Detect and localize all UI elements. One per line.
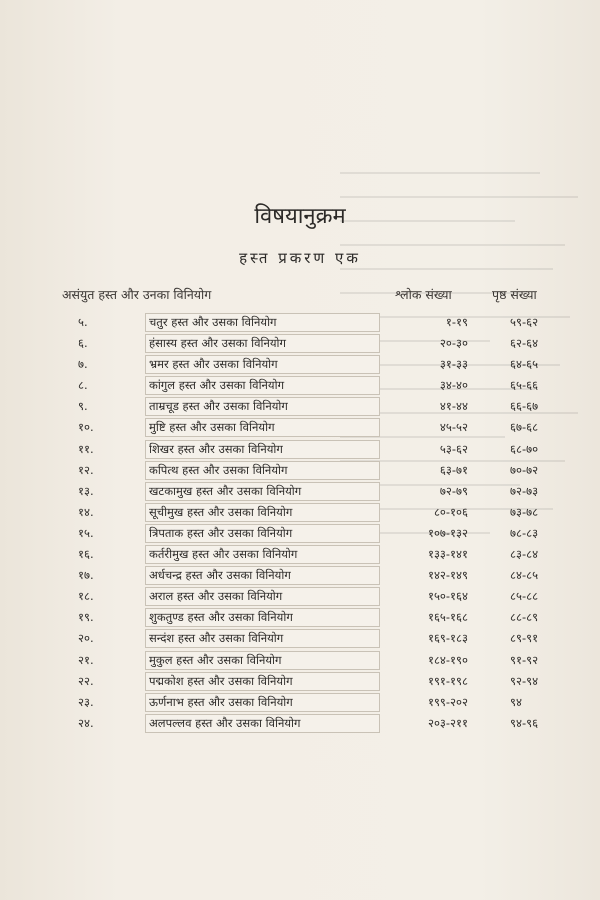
toc-row-page-range: ६६-६७ [510, 399, 539, 414]
toc-row-title: सूचीमुख हस्त और उसका विनियोग [145, 503, 380, 522]
section-subtitle: हस्त प्रकरण एक [239, 249, 361, 267]
toc-row-number: १२. [78, 462, 94, 477]
toc-row [0, 716, 600, 737]
toc-row [0, 653, 600, 674]
toc-row-number: १३. [78, 483, 94, 498]
toc-row-verse-range: २०३-२११ [427, 715, 468, 730]
toc-row-title: अलपल्लव हस्त और उसका विनियोग [145, 714, 380, 733]
toc-row [0, 568, 600, 589]
toc-row [0, 610, 600, 631]
toc-row-page-range: ८८-८९ [510, 610, 539, 625]
column-header-page: पृष्ठ संख्या [492, 287, 537, 302]
toc-row-verse-range: ७२-७९ [439, 483, 468, 498]
toc-row-number: ५. [78, 315, 88, 329]
toc-row-page-range: ८९-९१ [510, 631, 539, 646]
toc-row-number: २०. [78, 631, 94, 646]
toc-row [0, 378, 600, 399]
toc-row-verse-range: ५३-६२ [439, 441, 468, 456]
toc-row [0, 357, 600, 378]
toc-row-number: ७. [78, 357, 88, 372]
toc-row-number: १९. [78, 610, 94, 625]
toc-row-page-range: ७८-८३ [510, 525, 539, 540]
toc-row-title: अराल हस्त और उसका विनियोग [145, 587, 380, 606]
toc-row-page-range: ९२-९४ [510, 673, 539, 688]
toc-row [0, 631, 600, 652]
toc-row-title: ताम्रचूड हस्त और उसका विनियोग [145, 397, 380, 416]
toc-row-title: मुष्टि हस्त और उसका विनियोग [145, 418, 380, 437]
toc-row-verse-range: १६९-१८३ [427, 631, 468, 646]
toc-row-title: कर्तरीमुख हस्त और उसका विनियोग [145, 545, 380, 564]
toc-row-title: मुकुल हस्त और उसका विनियोग [145, 651, 380, 670]
toc-row-verse-range: १०७-१३२ [427, 525, 468, 540]
toc-row-verse-range: १४२-१४९ [427, 568, 468, 583]
toc-row-verse-range: १९९-२०२ [427, 694, 468, 709]
toc-row-number: २४. [78, 715, 94, 730]
toc-row-title: सन्दंश हस्त और उसका विनियोग [145, 629, 380, 648]
toc-row-verse-range: ४५-५२ [439, 420, 468, 435]
toc-row-title: हंसास्य हस्त और उसका विनियोग [145, 334, 380, 353]
toc-row-number: १६. [78, 547, 94, 562]
toc-row [0, 695, 600, 716]
toc-row-verse-range: ४१-४४ [439, 399, 468, 414]
toc-row-title: ऊर्णनाभ हस्त और उसका विनियोग [145, 693, 380, 712]
toc-row-title: चतुर हस्त और उसका विनियोग [145, 313, 380, 332]
toc-row-number: १४. [78, 504, 94, 519]
toc-row-title: त्रिपताक हस्त और उसका विनियोग [145, 524, 380, 543]
toc-row-page-range: ९४-९६ [510, 715, 539, 730]
toc-row-verse-range: १-१९ [445, 315, 468, 329]
toc-row-number: १०. [78, 420, 94, 435]
toc-row-page-range: ६५-६६ [510, 378, 539, 393]
toc-row [0, 526, 600, 547]
column-header-verse: श्लोक संख्या [395, 287, 452, 302]
column-header-topic: असंयुत हस्त और उनका विनियोग [62, 287, 212, 302]
toc-row-number: १८. [78, 589, 94, 604]
toc-row-page-range: ८४-८५ [510, 568, 539, 583]
toc-row-verse-range: १३३-१४१ [427, 547, 468, 562]
toc-row-verse-range: ३४-४० [439, 378, 468, 393]
toc-row-verse-range: ६३-७१ [439, 462, 468, 477]
toc-row [0, 315, 600, 336]
toc-row-number: १५. [78, 525, 94, 540]
toc-row-title: कांगुल हस्त और उसका विनियोग [145, 376, 380, 395]
toc-row-verse-range: १५०-१६४ [427, 589, 468, 604]
toc-row-number: ६. [78, 336, 88, 351]
toc-row-number: २३. [78, 694, 94, 709]
toc-row [0, 463, 600, 484]
toc-row-page-range: ९४ [510, 694, 522, 709]
toc-row [0, 442, 600, 463]
toc-row-page-range: ९१-९२ [510, 652, 539, 667]
toc-row-verse-range: १६५-१६८ [427, 610, 468, 625]
page-title: विषयानुक्रम [254, 204, 346, 229]
toc-list [0, 315, 600, 737]
toc-row-title: अर्धचन्द्र हस्त और उसका विनियोग [145, 566, 380, 585]
toc-row-page-range: ७०-७२ [510, 462, 539, 477]
toc-row-number: ८. [78, 378, 88, 393]
toc-row-verse-range: २०-३० [439, 336, 468, 351]
toc-row-page-range: ८३-८४ [510, 547, 539, 562]
toc-row-number: १७. [78, 568, 94, 583]
toc-row-title: भ्रमर हस्त और उसका विनियोग [145, 355, 380, 374]
toc-row-title: शुकतुण्ड हस्त और उसका विनियोग [145, 608, 380, 627]
toc-row-verse-range: १८४-१९० [427, 652, 468, 667]
toc-row-page-range: ६४-६५ [510, 357, 539, 372]
toc-row-title: पद्मकोश हस्त और उसका विनियोग [145, 672, 380, 691]
toc-row [0, 336, 600, 357]
toc-row-number: ११. [78, 441, 94, 456]
toc-row-page-range: ६८-७० [510, 441, 539, 456]
toc-row-page-range: ६२-६४ [510, 336, 539, 351]
toc-row [0, 399, 600, 420]
toc-row-number: २१. [78, 652, 94, 667]
toc-row [0, 420, 600, 441]
toc-row-title: शिखर हस्त और उसका विनियोग [145, 440, 380, 459]
toc-row-verse-range: ८०-१०६ [433, 504, 468, 519]
toc-row [0, 674, 600, 695]
toc-row-verse-range: १९१-१९८ [427, 673, 468, 688]
toc-row [0, 484, 600, 505]
toc-row [0, 547, 600, 568]
toc-row-title: खटकामुख हस्त और उसका विनियोग [145, 482, 380, 501]
toc-row-page-range: ८५-८८ [510, 589, 539, 604]
toc-row-verse-range: ३१-३३ [439, 357, 468, 372]
toc-row-number: २२. [78, 673, 94, 688]
toc-row [0, 589, 600, 610]
toc-row-number: ९. [78, 399, 88, 414]
toc-row-page-range: ६७-६८ [510, 420, 539, 435]
toc-row-page-range: ५९-६२ [510, 315, 539, 329]
toc-row [0, 505, 600, 526]
toc-row-title: कपित्थ हस्त और उसका विनियोग [145, 461, 380, 480]
toc-row-page-range: ७२-७३ [510, 483, 539, 498]
toc-row-page-range: ७३-७८ [510, 504, 539, 519]
